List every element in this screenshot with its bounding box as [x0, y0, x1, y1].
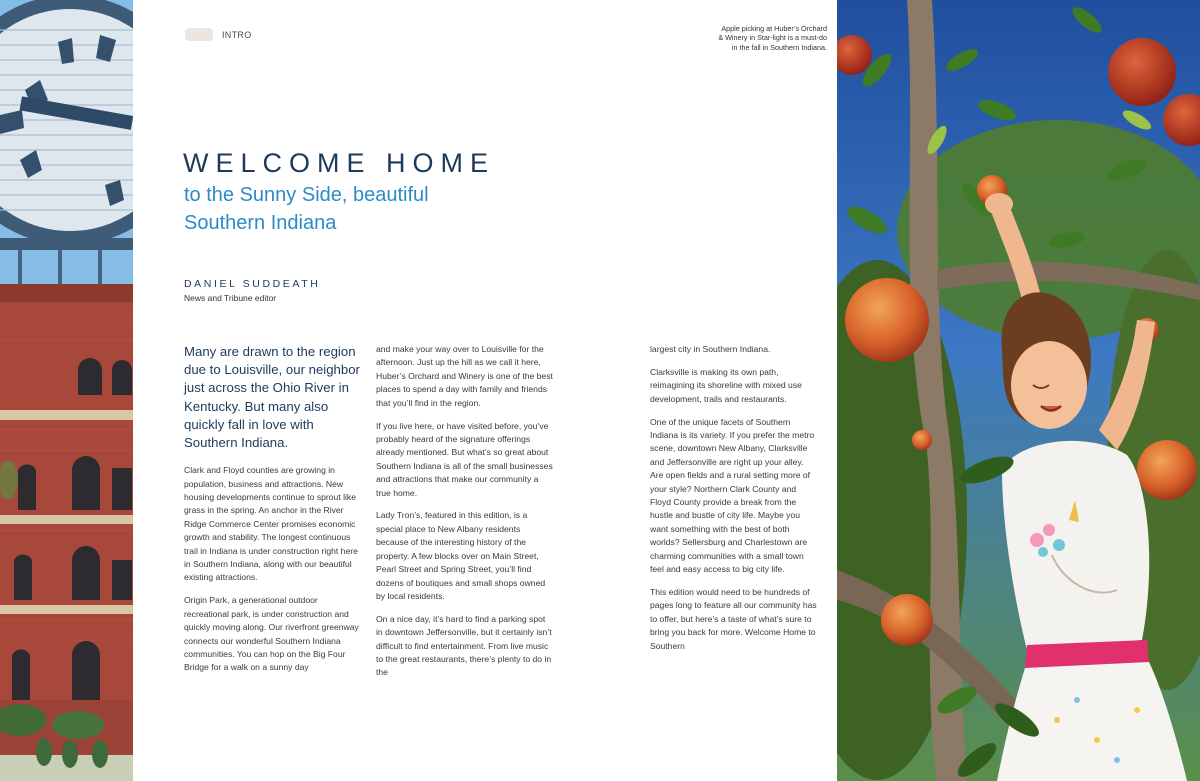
section-marker-pill: [185, 28, 213, 41]
headline: WELCOME HOME: [183, 148, 496, 178]
apple-picking-photo: [837, 0, 1200, 781]
body-paragraph: and make your way over to Louisville for the afternoon. Just up the hill as we call it here, Huber’s Orchard and Winery is one of the best places to spend a day with family and friends that you’ll find in the region.: [376, 344, 553, 408]
body-paragraph: largest city in Southern Indiana.: [650, 344, 771, 354]
section-label: INTRO: [222, 29, 252, 40]
body-paragraph: On a nice day, it’s hard to find a parking spot in downtown Jeffersonville, but it certainly isn’t difficult to find entertainment. From live music to the great restaurants, there’s plenty to do in the: [376, 613, 552, 678]
body-paragraph: One of the unique facets of Southern Indiana is its variety. If you prefer the metro scene, downtown New Albany, Clarksville and Jeffersonville are right up your alley. Are open fields and a rural setting more of your style? Northern Clark County and Floyd County provide a break from the hustle and bustle of city life. Maybe you want something with the best of both worlds? Sellersburg and Charlestown are charming communities with a small town feel and easy access to big city life.: [650, 416, 815, 575]
author-role: News and Tribune editor: [184, 293, 277, 303]
body-paragraph: Lady Tron’s, featured in this edition, is a special place to New Albany residents because of the interesting history of the property. A few blocks over on Main Street, Pearl Street and Spring Street, you’ll find dozens of boutiques and small shops owned by local residents.: [376, 510, 546, 601]
author-name: DANIEL SUDDEATH: [184, 278, 321, 290]
body-paragraph: Origin Park, a generational outdoor recreational park, is under construction and quickly moving along. Our riverfront greenway connects our wonderful Southern Indiana communities. You can hop on the Big Four Bridge for a walk on a sunny day: [184, 595, 359, 673]
section-tag: [185, 28, 252, 41]
text-column-1: [184, 343, 362, 684]
body-paragraph: This edition would need to be hundreds of pages long to feature all our community has to offer, but here’s a taste of what’s sure to bring you back for more. Welcome Home to Southern: [650, 587, 817, 651]
lead-paragraph: Many are drawn to the region due to Louisville, our neighbor just across the Ohio River in Kentucky. But many also quickly fall in love with Southern Indiana.: [184, 344, 360, 451]
apple-orchard-illustration: [837, 0, 1200, 781]
text-column-2: [376, 343, 554, 689]
text-column-3: [650, 343, 818, 663]
clock-tower-photo: [0, 0, 133, 781]
photo-caption: Apple picking at Huber’s Orchard & Winery in Star-light is a must-do in the fall in Southern Indiana.: [718, 24, 827, 52]
body-paragraph: If you live here, or have visited before, you’ve probably heard of the signature offerings already mentioned. But what’s so great about Southern Indiana is all of the small businesses and attractions that make our community a true home.: [376, 420, 553, 498]
body-paragraph: Clarksville is making its own path, reimagining its shoreline with mixed use development, trails and restaurants.: [650, 366, 802, 404]
clock-building-illustration: [0, 0, 133, 781]
body-paragraph: Clark and Floyd counties are growing in population, business and attractions. New housing developments continue to sprout like grass in the spring. An anchor in the River Ridge Commerce Center promises economic growth and stability. The longest continuous trail in Indiana is under construction right here in Southern Indiana, along with our beautiful existing attractions.: [184, 465, 358, 583]
article-page: [133, 0, 837, 781]
subheadline: to the Sunny Side, beautiful Southern Indiana: [184, 184, 429, 234]
